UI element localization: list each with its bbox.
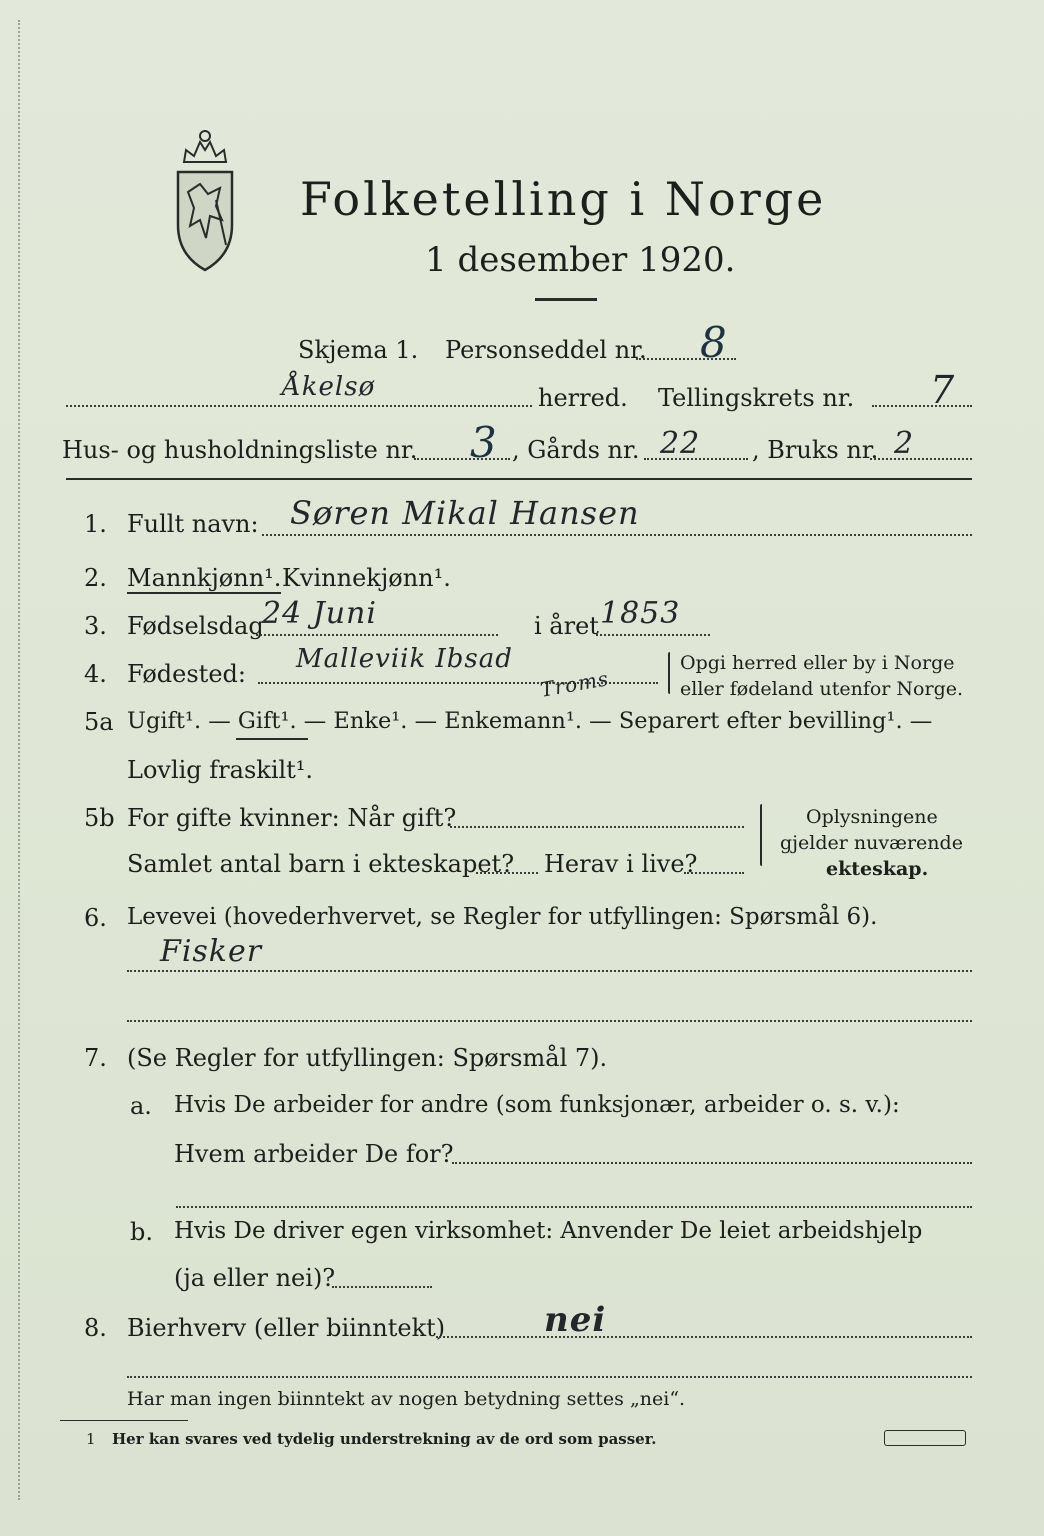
sex-male-option[interactable]: Mannkjønn¹. bbox=[127, 564, 282, 592]
q3-number: 3. bbox=[84, 612, 107, 640]
birthplace-field-2[interactable]: Troms bbox=[538, 666, 611, 702]
coat-of-arms-icon bbox=[170, 120, 240, 275]
birthplace-field[interactable]: Malleviik Ibsad bbox=[296, 644, 513, 674]
q7-label: (Se Regler for utfyllingen: Spørsmål 7). bbox=[127, 1044, 608, 1072]
gards-label: , Gårds nr. bbox=[512, 436, 640, 464]
q7-number: 7. bbox=[84, 1044, 107, 1072]
birth-year-field[interactable]: 1853 bbox=[600, 596, 681, 631]
q4-brace bbox=[668, 652, 670, 694]
q7b-letter: b. bbox=[130, 1218, 153, 1246]
q5b-note-line1: Oplysningene bbox=[806, 806, 938, 828]
q5b-line2b: Herav i live? bbox=[544, 850, 698, 878]
q6-field-line2 bbox=[127, 1020, 972, 1022]
tellingskrets-field[interactable]: 7 bbox=[930, 368, 956, 412]
q6-label: Levevei (hovederhvervet, se Regler for utfyllingen: Spørsmål 6). bbox=[127, 904, 878, 930]
herred-field[interactable]: Åkelsø bbox=[282, 372, 376, 402]
children-total-field[interactable] bbox=[476, 872, 538, 874]
skjema-label: Skjema 1. bbox=[298, 336, 419, 364]
printer-stamp-icon bbox=[884, 1430, 966, 1446]
herred-field-line bbox=[66, 405, 532, 407]
tellingskrets-label: Tellingskrets nr. bbox=[658, 384, 855, 412]
q7a-line1: Hvis De arbeider for andre (som funksjonær, arbeider o. s. v.): bbox=[174, 1092, 900, 1118]
bruks-label: , Bruks nr. bbox=[752, 436, 879, 464]
q1-number: 1. bbox=[84, 510, 107, 538]
hired-help-field[interactable] bbox=[332, 1286, 432, 1288]
q4-note-line2: eller fødeland utenfor Norge. bbox=[680, 678, 964, 700]
bruks-field-line bbox=[870, 458, 972, 460]
footnote-mark: 1 bbox=[86, 1430, 96, 1448]
q8-field-line2 bbox=[127, 1376, 972, 1378]
form-title: Folketelling i Norge bbox=[300, 172, 827, 226]
employer-field[interactable] bbox=[452, 1162, 972, 1164]
q5a-number: 5a bbox=[84, 708, 114, 736]
hus-field[interactable]: 3 bbox=[470, 418, 498, 467]
hus-label: Hus- og husholdningsliste nr. bbox=[62, 436, 418, 464]
marital-status-options[interactable]: Ugift¹. — Gift¹. — Enke¹. — Enkemann¹. — Separert efter bevilling¹. — bbox=[127, 708, 933, 734]
gift-underline bbox=[236, 738, 308, 740]
q5b-note-line3: ekteskap. bbox=[826, 858, 929, 880]
gards-field[interactable]: 22 bbox=[660, 426, 701, 461]
q7a-line2: Hvem arbeider De for? bbox=[174, 1140, 454, 1168]
full-name-field[interactable]: Søren Mikal Hansen bbox=[290, 494, 640, 532]
footer-note: Har man ingen biinntekt av nogen betydning settes „nei“. bbox=[127, 1388, 686, 1410]
q3-label: Fødselsdag bbox=[127, 612, 264, 640]
personseddel-label: Personseddel nr. bbox=[445, 336, 647, 364]
q8-label: Bierhverv (eller biinntekt) bbox=[127, 1314, 446, 1342]
personseddel-field[interactable]: 8 bbox=[700, 318, 728, 367]
tellingskrets-field-line bbox=[872, 405, 972, 407]
form-date: 1 desember 1920. bbox=[425, 240, 736, 280]
married-when-field[interactable] bbox=[450, 826, 744, 828]
q7b-line2: (ja eller nei)? bbox=[174, 1264, 336, 1292]
children-alive-field[interactable] bbox=[684, 872, 744, 874]
q8-number: 8. bbox=[84, 1314, 107, 1342]
q1-label: Fullt navn: bbox=[127, 510, 259, 538]
q4-label: Fødested: bbox=[127, 660, 246, 688]
herred-label: herred. bbox=[538, 384, 628, 412]
q5b-note-line2: gjelder nuværende bbox=[780, 832, 963, 854]
q4-note-line1: Opgi herred eller by i Norge bbox=[680, 652, 955, 674]
q3-year-line bbox=[596, 634, 710, 636]
footnote-divider bbox=[60, 1420, 188, 1421]
side-income-field[interactable]: nei bbox=[544, 1300, 607, 1340]
title-divider bbox=[535, 298, 597, 301]
q5b-line1: For gifte kvinner: Når gift? bbox=[127, 804, 457, 832]
occupation-field[interactable]: Fisker bbox=[160, 934, 263, 969]
q1-field-line bbox=[262, 534, 972, 536]
header-divider bbox=[66, 478, 972, 480]
marital-status-options-2[interactable]: Lovlig fraskilt¹. bbox=[127, 756, 314, 784]
q7b-line1: Hvis De driver egen virksomhet: Anvender De leiet arbeidshjelp bbox=[174, 1218, 923, 1244]
q2-number: 2. bbox=[84, 564, 107, 592]
birth-day-field[interactable]: 24 Juni bbox=[262, 596, 377, 631]
bruks-field[interactable]: 2 bbox=[894, 426, 915, 461]
employer-field-line2 bbox=[176, 1206, 972, 1208]
q4-number: 4. bbox=[84, 660, 107, 688]
q8-field-line bbox=[436, 1336, 972, 1338]
q3-year-label: i året bbox=[534, 612, 599, 640]
q5b-brace bbox=[760, 804, 762, 866]
q7a-letter: a. bbox=[130, 1092, 152, 1120]
q6-number: 6. bbox=[84, 904, 107, 932]
q6-field-line1 bbox=[127, 970, 972, 972]
footnote-text: Her kan svares ved tydelig understrekning av de ord som passer. bbox=[112, 1430, 657, 1448]
perforation-edge bbox=[18, 20, 20, 1500]
q5b-line2a: Samlet antal barn i ekteskapet? bbox=[127, 850, 515, 878]
q5b-number: 5b bbox=[84, 804, 115, 832]
q3-day-line bbox=[256, 634, 498, 636]
sex-female-option[interactable]: Kvinnekjønn¹. bbox=[282, 564, 451, 592]
